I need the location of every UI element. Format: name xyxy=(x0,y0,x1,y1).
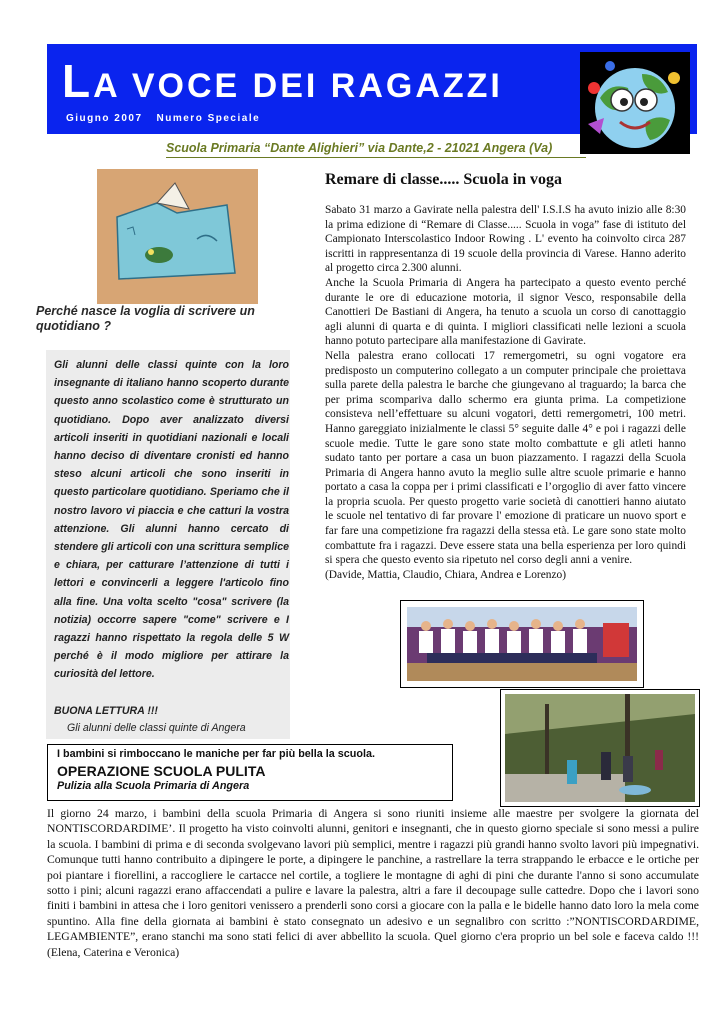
section-heading: Perché nasce la voglia di scrivere un quotidiano ? xyxy=(36,304,255,333)
article-paragraph: Anche la Scuola Primaria di Angera ha partecipato a questo evento perché durante le ore di educazione motoria, il signor Vesco, responsabile della Canottieri De Bastiani di Angera, ha tenuto a scuola un corso di canottaggio agli alunni di quarta e di quinta. I migliori classificati nelle lezioni a scuola hanno potuto partecipare alla manifestazione di Gavirate. xyxy=(325,276,686,348)
section-title: OPERAZIONE SCUOLA PULITA xyxy=(57,763,266,779)
cleanup-photo xyxy=(500,689,700,807)
article-paragraph: Nella palestra erano collocati 17 remergometri, su ogni vogatore era predisposto un computerino collegato a un computer principale che proiettava sulla parete della palestra le barche che giungevano al traguardo; la barca che per prima scompariva dallo schermo era giunta prima. La competizione consisteva nell’effettuare su alcuni vogatori, detti remergometri, 100 metri. Hanno gareggiato inizialmente le classi 5° seguite dalle 4° e poi i ragazzi delle scuole medie. Tutte le gare sono state molto combattute e gli atleti hanno sudato tanto per portare a casa un buon piazzamento. I ragazzi della Scuola Primaria di Angera hanno avuto la meglio sulle altre scuole primarie e hanno portato a casa la coppa per i primi classificati e l’orgoglio di aver fatto vincere la propria scuola. Per questo progetto varie società di canottieri hanno aiutato le scuole nel tentativo di far provare l' emozione di praticare un nuovo sport e far fare una competizione fra ragazzi della stessa età. Le gare sono state molto combattute fra i ragazzi. Deve essere stata una bella esperienza per loro quindi si spera che questo evento sia ripetuto nel corso degli anni a venire. xyxy=(325,349,686,567)
title-initial: L xyxy=(62,55,94,107)
article-body xyxy=(325,203,686,582)
divider-line xyxy=(166,157,586,158)
intro-sign-off: BUONA LETTURA !!! xyxy=(54,705,158,717)
article-paragraph: Sabato 31 marzo a Gavirate nella palestra dell' I.S.I.S ha avuto inizio alle 8:30 la prima edizione di “Remare di Classe..... Scuola in voga” fase di istituto del Campionato Interscolastico Indoor Rowing . L' evento ha coinvolto circa 287 iscritti in rappresentanza di 19 scuole della provincia di Varese. Hanno aderito al progetto circa 2.300 alunni. xyxy=(325,204,686,275)
school-address: Scuola Primaria “Dante Alighieri” via Dante,2 - 21021 Angera (Va) xyxy=(166,141,553,155)
intro-signature: Gli alunni delle classi quinte di Angera xyxy=(67,722,246,734)
issue-date: Giugno 2007 xyxy=(66,113,143,124)
issue-edition: Numero Speciale xyxy=(156,113,261,124)
section-kicker: I bambini si rimboccano le maniche per far più bella la scuola. xyxy=(57,748,376,760)
title-rest: A VOCE DEI RAGAZZI xyxy=(93,67,503,105)
cleanup-article-body: Il giorno 24 marzo, i bambini della scuola Primaria di Angera si sono riuniti insieme alle maestre per svolgere la giornata del NONTISCORDARDIME’. Il progetto ha visto coinvolti alunni, genitori e insegnanti, che in questo giorno speciale si sono messi a pulire la scuola. I bambini di prima e di seconda svolgevano lavori più semplici, mentre i ragazzi più grandi hanno svolto lavori più impegnativi. Comunque tutti hanno contribuito a dipingere le porte, a dipingere le panchine, a rastrellare la terra strappando le erbacce e le ortiche per poi piantare i fiorellini, a raccogliere le cartacce nel cortile, a togliere le montagne di aghi di pini che durante l'anno si sono accumulate sotto i pini; alcuni ragazzi erano affaccendati a pulire e lavare la palestra, altri a fare il decoupage sulle cattedre. Dopo che i lavori sono finiti i bambini in attesa che i loro genitori venissero a prenderli sono corsi a giocare con la palla e le bidelle hanno dato loro la mela come spuntino. Alla fine della giornata ai bambini è stato consegnato un adesivo e un segnalibro con scritto :”NONTISCORDARDIME, LEGAMBIENTE”, erano stanchi ma sono stati felici di aver abbellito la scuola. Quel giorno c'era proprio un bel sole e faceva caldo !!! (Elena, Caterina e Veronica) xyxy=(47,807,699,959)
globe-mascot-logo xyxy=(580,52,690,154)
intro-text: Gli alunni delle classi quinte con la loro insegnante di italiano hanno scoperto durante questo anno scolastico come è strutturato un quotidiano. Dopo aver analizzato diversi articoli inseriti in quotidiani nazionali e locali hanno deciso di diventare cronisti ed hanno steso alcuni articoli che sono inseriti in questo particolare quotidiano. Speriamo che il nostro lavoro vi piaccia e che catturi la vostra attenzione. Gli alunni hanno cercato di stendere gli articoli con una scrittura semplice e chiara, per catturare l’attenzione di tutti i lettori e convincerli a leggere l'articolo fino alla fine. Una volta scelto "cosa" scrivere (la notizia) occorre sapere "come" scrivere e I ragazzi hanno rispettato la regola delle 5 W perché è il modo migliore per attirare la curiosità del lettore. xyxy=(54,359,289,681)
article-title: Remare di classe..... Scuola in voga xyxy=(325,171,563,188)
team-photo xyxy=(400,600,644,688)
article-credits: (Davide, Mattia, Claudio, Chiara, Andrea e Lorenzo) xyxy=(325,568,567,581)
section-subtitle: Pulizia alla Scuola Primaria di Angera xyxy=(57,780,250,792)
issue-info xyxy=(66,113,260,124)
newspaper-title xyxy=(62,55,503,107)
children-drawing-image xyxy=(97,169,258,304)
